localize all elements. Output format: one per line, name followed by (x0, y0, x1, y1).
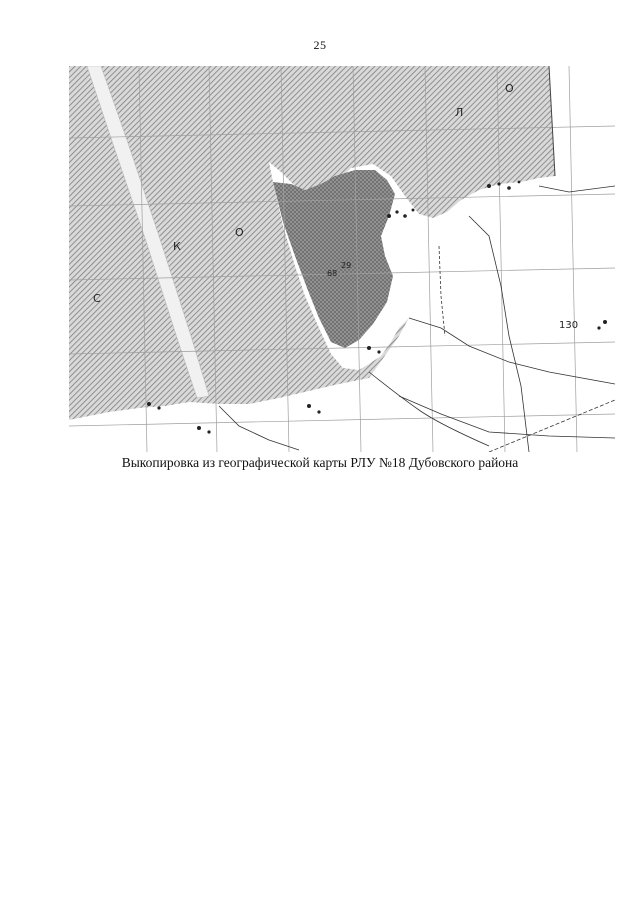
elevation-label-130: 130 (559, 320, 579, 331)
page-number: 25 (313, 38, 327, 52)
water-letter-5: О (505, 82, 514, 95)
map-image (69, 66, 615, 452)
elevation-label-68: 68 (327, 269, 338, 278)
map-caption: Выкопировка из географической карты РЛУ №18 Дубовского района (121, 455, 519, 470)
elevation-label-29: 29 (341, 261, 352, 270)
water-letter-1: С (93, 292, 101, 305)
water-letter-2: К (173, 240, 181, 253)
water-letter-3: О (235, 226, 244, 239)
map-extract (69, 66, 615, 452)
water-letter-4: Л (455, 106, 464, 119)
